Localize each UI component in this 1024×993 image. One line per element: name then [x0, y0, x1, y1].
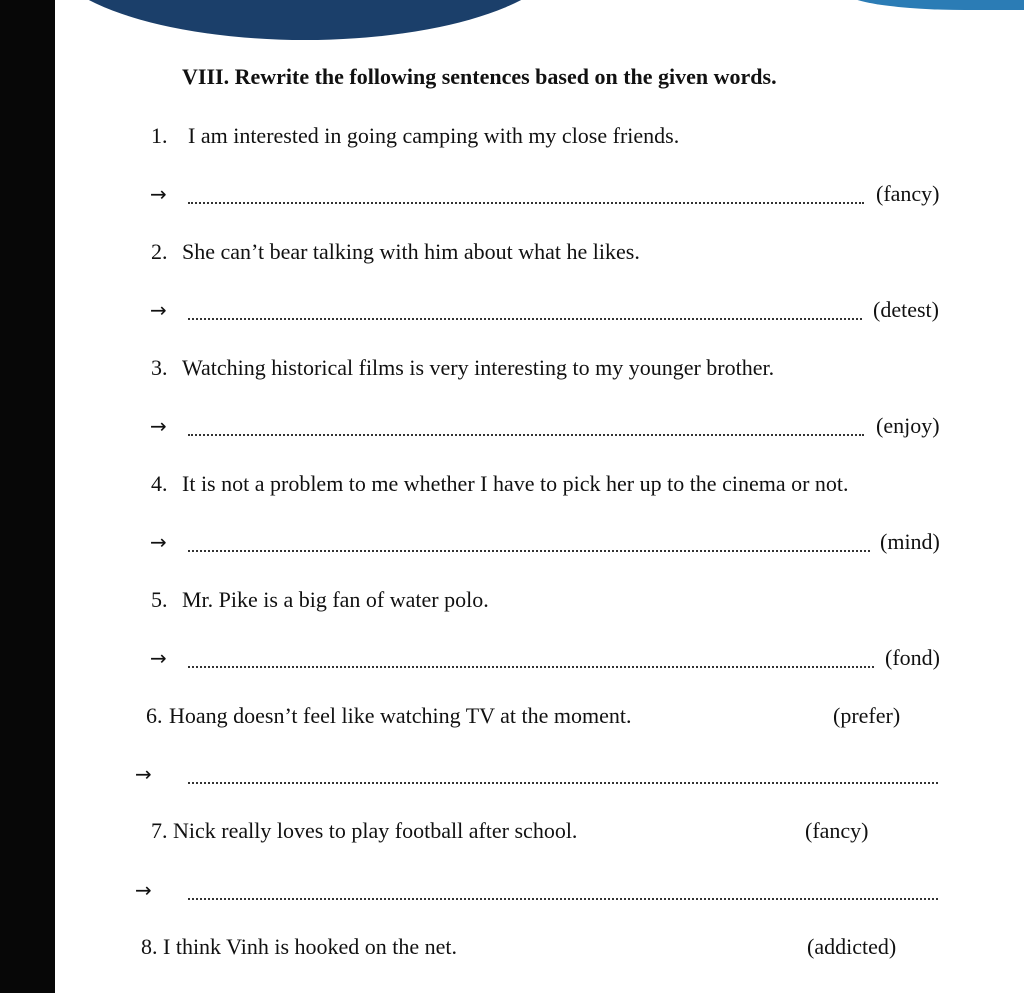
- item-8-cue: (addicted): [807, 934, 897, 959]
- item-6-cue: (prefer): [833, 703, 901, 728]
- header-decoration-light-blue: [845, 0, 1024, 10]
- answer-line-6[interactable]: [188, 770, 938, 784]
- answer-line-2[interactable]: [188, 306, 862, 320]
- item-4-sentence: It is not a problem to me whether I have to pick her up to the cinema or not.: [182, 471, 849, 496]
- item-5-cue: (fond): [885, 645, 940, 670]
- item-5-number: 5.: [151, 587, 168, 612]
- item-4-number: 4.: [151, 471, 168, 496]
- item-2-number: 2.: [151, 239, 168, 264]
- item-1-number: 1.: [151, 123, 168, 148]
- left-black-bar: [0, 0, 55, 993]
- exercise-heading: VIII. Rewrite the following sentences based on the given words.: [182, 64, 777, 89]
- item-5-sentence: Mr. Pike is a big fan of water polo.: [182, 587, 489, 612]
- item-1-cue: (fancy): [876, 181, 940, 206]
- arrow-icon: →: [150, 646, 167, 670]
- item-7-cue: (fancy): [805, 818, 869, 843]
- arrow-icon: →: [150, 182, 167, 206]
- answer-line-7[interactable]: [188, 886, 938, 900]
- arrow-icon: →: [150, 530, 167, 554]
- item-2-sentence: She can’t bear talking with him about what he likes.: [182, 239, 640, 264]
- item-3-number: 3.: [151, 355, 168, 380]
- item-3-cue: (enjoy): [876, 413, 940, 438]
- item-8-number: 8.: [141, 934, 158, 959]
- arrow-icon: →: [150, 298, 167, 322]
- answer-line-5[interactable]: [188, 654, 874, 668]
- header-decoration-dark-blue: [45, 0, 565, 40]
- answer-line-4[interactable]: [188, 538, 870, 552]
- item-8-sentence: I think Vinh is hooked on the net.: [163, 934, 458, 959]
- item-7-sentence: Nick really loves to play football after school.: [173, 818, 578, 843]
- arrow-icon: →: [150, 414, 167, 438]
- item-6-number: 6.: [146, 703, 163, 728]
- item-3-sentence: Watching historical films is very interesting to my younger brother.: [182, 355, 775, 380]
- item-4-cue: (mind): [880, 529, 940, 554]
- item-2-cue: (detest): [873, 297, 939, 322]
- item-1-sentence: I am interested in going camping with my close friends.: [188, 123, 680, 148]
- answer-line-3[interactable]: [188, 422, 864, 436]
- arrow-icon: →: [135, 762, 152, 786]
- arrow-icon: →: [135, 878, 152, 902]
- item-7-number: 7.: [151, 818, 168, 843]
- item-6-sentence: Hoang doesn’t feel like watching TV at the moment.: [169, 703, 632, 728]
- answer-line-1[interactable]: [188, 190, 864, 204]
